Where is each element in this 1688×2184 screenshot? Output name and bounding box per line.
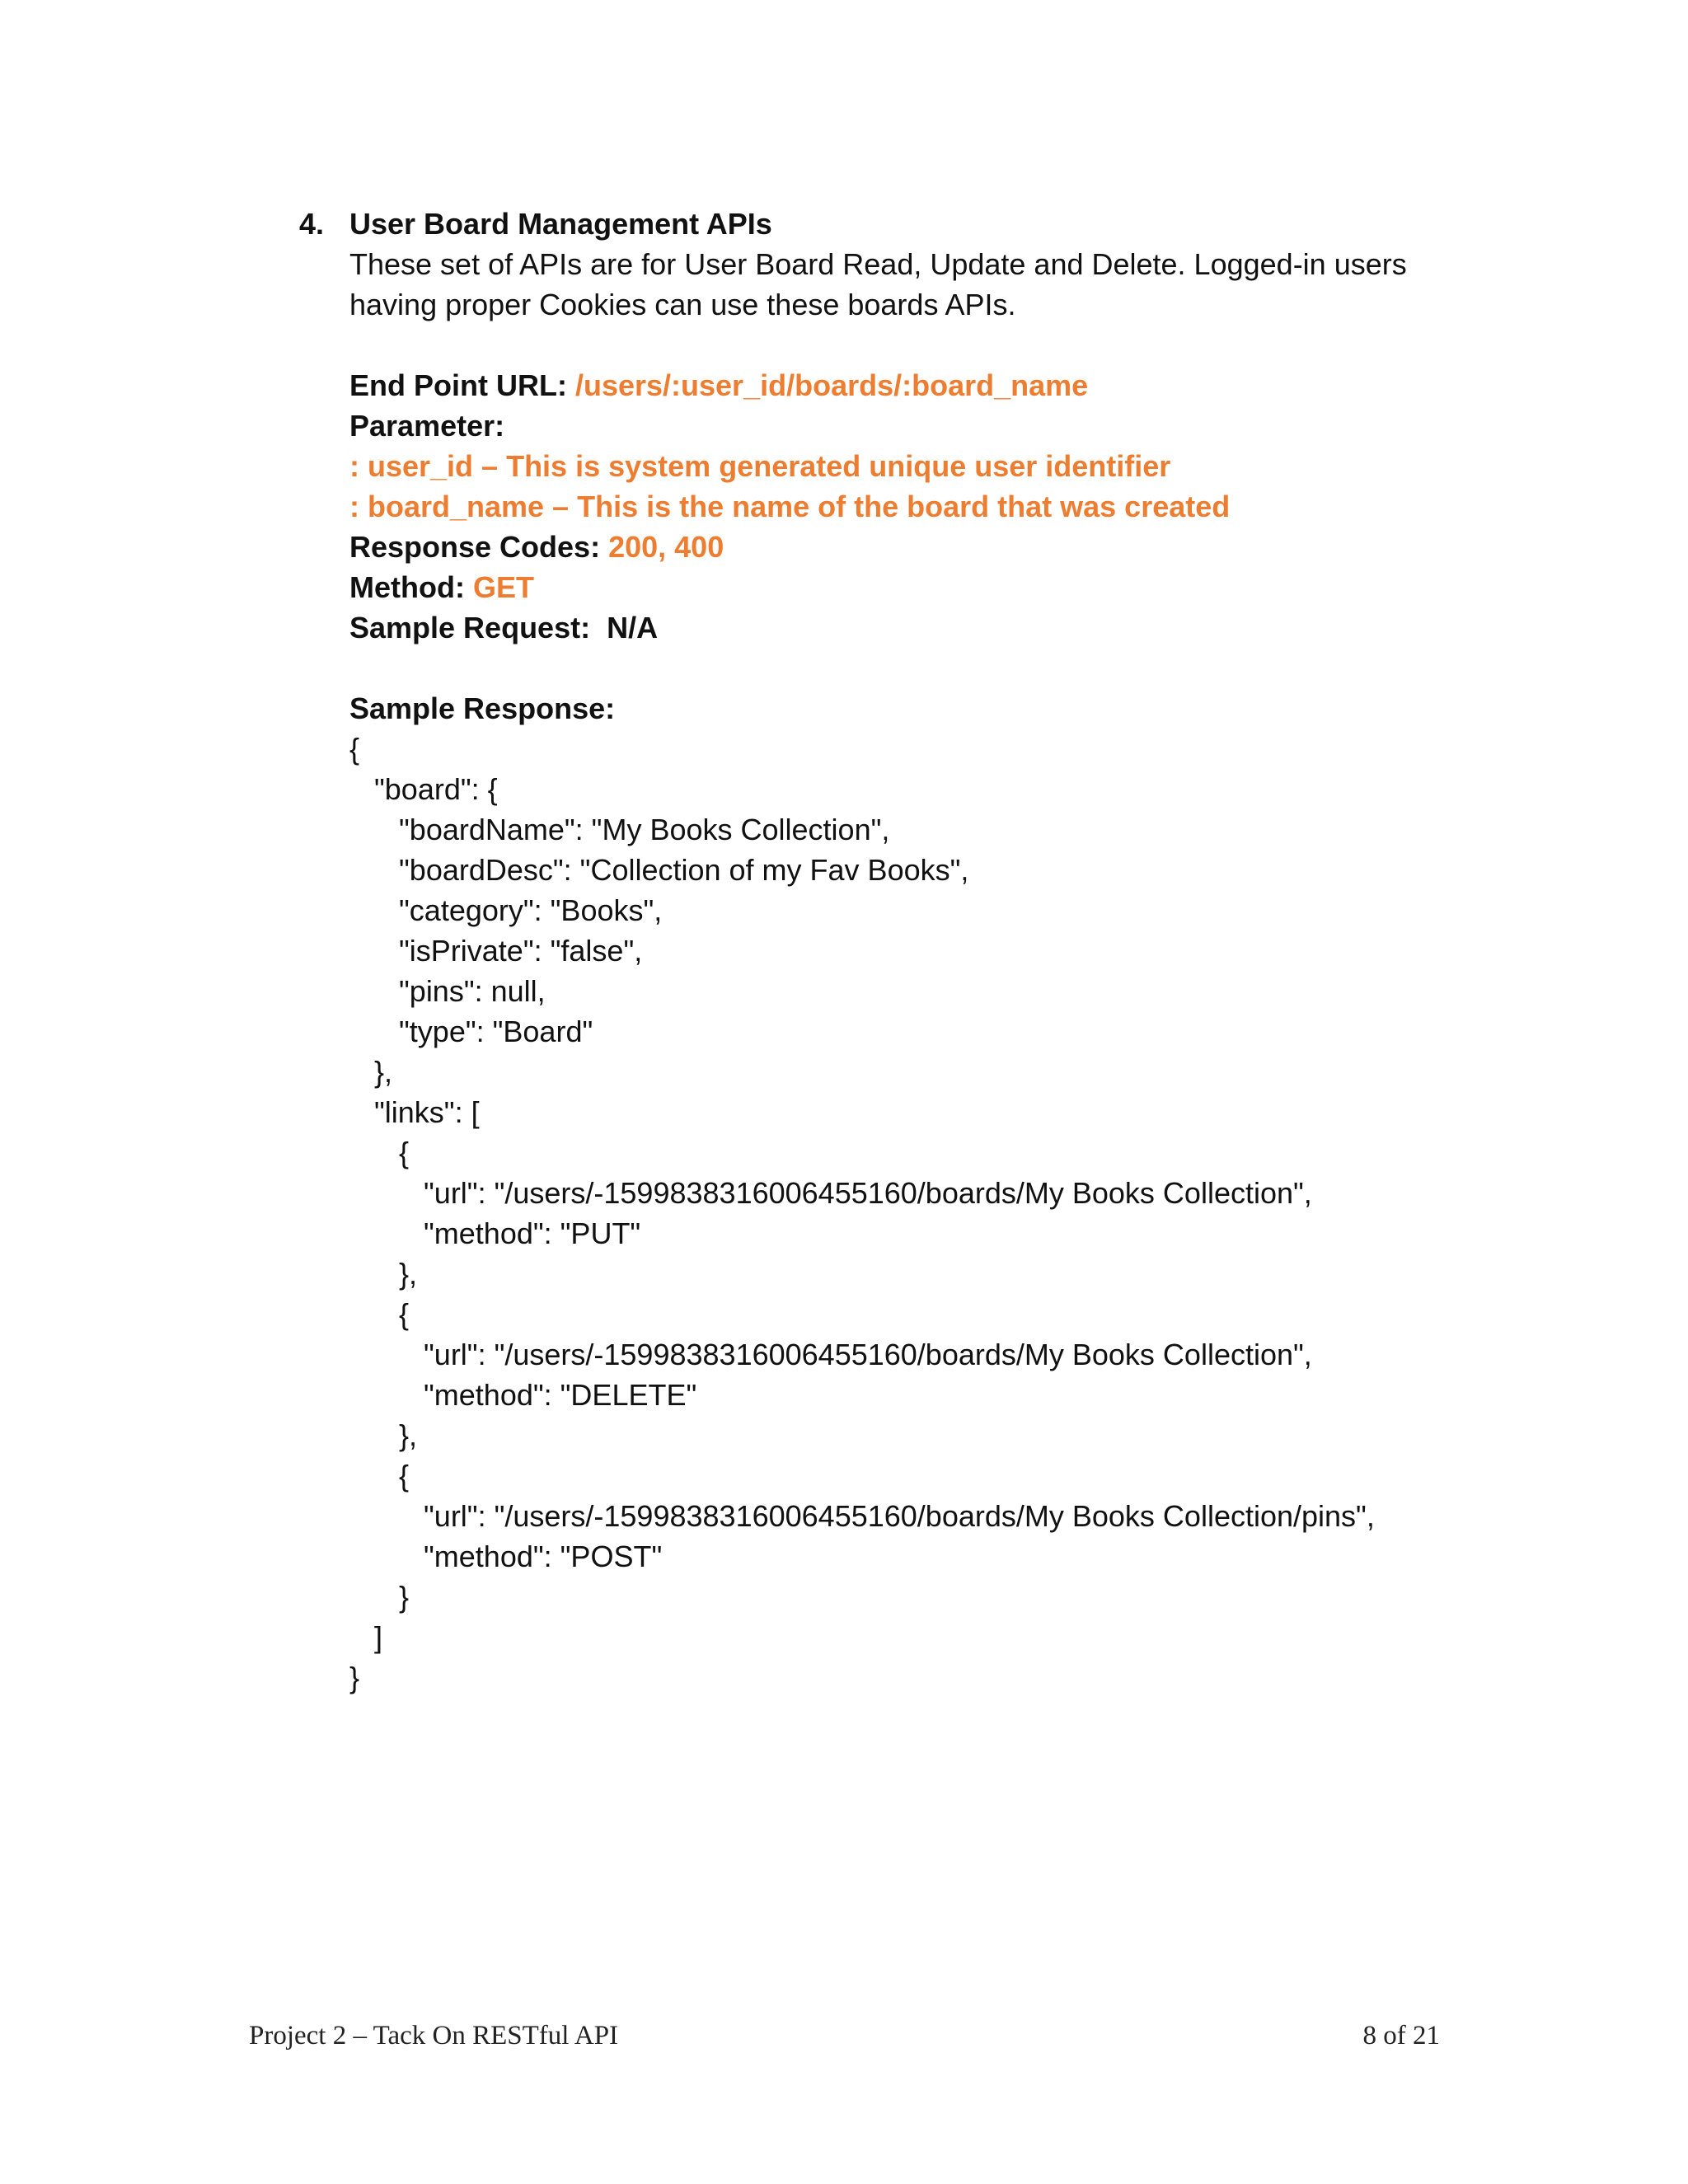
code-line: { bbox=[349, 1136, 410, 1169]
page-number: 8 of 21 bbox=[1362, 2021, 1440, 2050]
code-line: }, bbox=[349, 1055, 393, 1089]
parameter-label: Parameter: bbox=[349, 409, 505, 443]
method-label: Method: bbox=[349, 570, 473, 604]
code-line: { bbox=[349, 732, 360, 766]
code-line: "boardName": "My Books Collection", bbox=[349, 813, 890, 846]
sample-response-label: Sample Response: bbox=[349, 691, 616, 725]
endpoint-line bbox=[349, 365, 1470, 405]
endpoint-value: /users/:user_id/boards/:board_name bbox=[574, 368, 1089, 402]
code-line: "type": "Board" bbox=[349, 1015, 593, 1048]
method-value: GET bbox=[472, 570, 534, 604]
code-line: { bbox=[349, 1459, 410, 1493]
code-line: "url": "/users/-1599838316006455160/boards/My Books Collection", bbox=[349, 1338, 1312, 1371]
section-title: User Board Management APIs bbox=[349, 207, 772, 241]
code-line: "url": "/users/-1599838316006455160/boards/My Books Collection", bbox=[349, 1176, 1312, 1210]
parameter-item: : user_id – This is system generated unique user identifier bbox=[349, 449, 1171, 483]
code-line: "category": "Books", bbox=[349, 893, 663, 927]
parameter-item: : board_name – This is the name of the board that was created bbox=[349, 490, 1231, 523]
code-line: "url": "/users/-1599838316006455160/boards/My Books Collection/pins", bbox=[349, 1499, 1375, 1533]
code-line: "boardDesc": "Collection of my Fav Books", bbox=[349, 853, 969, 887]
code-line: "isPrivate": "false", bbox=[349, 934, 643, 968]
code-line: }, bbox=[349, 1257, 418, 1291]
code-line: } bbox=[349, 1580, 410, 1614]
endpoint-label: End Point URL: bbox=[349, 368, 575, 402]
section-number: 4. bbox=[299, 207, 325, 241]
description-line: These set of APIs are for User Board Read, Update and Delete. Logged-in users bbox=[349, 247, 1407, 281]
code-line: "method": "POST" bbox=[349, 1540, 663, 1573]
spacer bbox=[349, 325, 1470, 365]
description-line: having proper Cookies can use these boards APIs. bbox=[349, 288, 1016, 321]
code-line: { bbox=[349, 1297, 410, 1331]
code-line: "method": "DELETE" bbox=[349, 1378, 697, 1412]
code-line: "board": { bbox=[349, 772, 498, 806]
method-line bbox=[349, 567, 1470, 607]
code-line: "pins": null, bbox=[349, 974, 546, 1008]
section-body bbox=[349, 204, 1470, 1698]
code-line: ] bbox=[349, 1620, 383, 1654]
code-line: "method": "PUT" bbox=[349, 1216, 641, 1250]
response-codes-label: Response Codes: bbox=[349, 530, 609, 564]
footer-title: Project 2 – Tack On RESTful API bbox=[249, 2021, 619, 2050]
code-line: }, bbox=[349, 1418, 418, 1452]
response-codes-line bbox=[349, 527, 1470, 567]
sample-request-label: Sample Request: N/A bbox=[349, 611, 659, 644]
code-line: } bbox=[349, 1661, 360, 1694]
code-line: "links": [ bbox=[349, 1095, 480, 1129]
spacer bbox=[349, 648, 1470, 688]
sample-response-code bbox=[349, 729, 1470, 1698]
response-codes-value: 200, 400 bbox=[608, 530, 724, 564]
